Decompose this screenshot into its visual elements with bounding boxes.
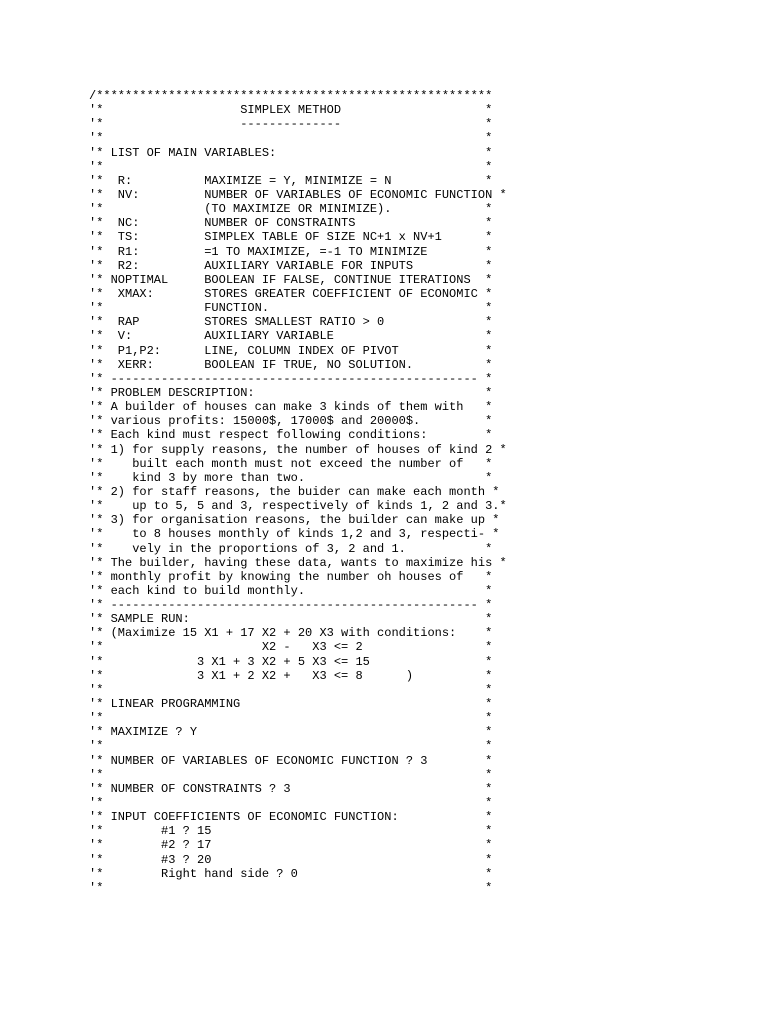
code-line: '* #3 ? 20 * xyxy=(89,852,493,867)
code-line: '* LINEAR PROGRAMMING * xyxy=(89,697,493,712)
code-line: '* 1) for supply reasons, the number of houses of kind 2 * xyxy=(89,442,507,457)
code-line: '* * xyxy=(89,739,493,754)
code-line: '* monthly profit by knowing the number oh houses of * xyxy=(89,569,493,584)
code-listing xyxy=(89,89,507,895)
code-line: '* * xyxy=(89,131,493,146)
code-line: '* MAXIMIZE ? Y * xyxy=(89,725,493,740)
code-line: '* The builder, having these data, wants to maximize his * xyxy=(89,555,507,570)
code-line: '* R: MAXIMIZE = Y, MINIMIZE = N * xyxy=(89,173,493,188)
code-line: '* XMAX: STORES GREATER COEFFICIENT OF ECONOMIC * xyxy=(89,286,493,301)
code-line: '* INPUT COEFFICIENTS OF ECONOMIC FUNCTION: * xyxy=(89,810,493,825)
code-line: '* -------------- * xyxy=(89,117,493,132)
code-line: '* PROBLEM DESCRIPTION: * xyxy=(89,385,493,400)
code-line: '* (Maximize 15 X1 + 17 X2 + 20 X3 with conditions: * xyxy=(89,626,493,641)
code-line: '* 2) for staff reasons, the buider can make each month * xyxy=(89,484,500,499)
code-line: '* A builder of houses can make 3 kinds of them with * xyxy=(89,400,493,415)
code-line: '* 3) for organisation reasons, the builder can make up * xyxy=(89,513,500,528)
code-line: '* various profits: 15000$, 17000$ and 20000$. * xyxy=(89,414,493,429)
code-line: '* to 8 houses monthly of kinds 1,2 and 3, respecti- * xyxy=(89,527,500,542)
code-line: '* #1 ? 15 * xyxy=(89,824,493,839)
code-line: '* * xyxy=(89,880,493,895)
code-line: '* --------------------------------------------------- * xyxy=(89,598,493,613)
code-line: '* * xyxy=(89,796,493,811)
code-line: '* SAMPLE RUN: * xyxy=(89,612,493,627)
code-line: '* --------------------------------------------------- * xyxy=(89,371,493,386)
code-line: '* R2: AUXILIARY VARIABLE FOR INPUTS * xyxy=(89,258,493,273)
code-line: '* built each month must not exceed the number of * xyxy=(89,456,493,471)
code-line: '* LIST OF MAIN VARIABLES: * xyxy=(89,145,493,160)
code-line: '* * xyxy=(89,682,493,697)
code-line: '* NV: NUMBER OF VARIABLES OF ECONOMIC FUNCTION * xyxy=(89,187,507,202)
code-line: '* SIMPLEX METHOD * xyxy=(89,103,493,118)
code-line: '* up to 5, 5 and 3, respectively of kinds 1, 2 and 3.* xyxy=(89,499,507,514)
code-line: '* P1,P2: LINE, COLUMN INDEX OF PIVOT * xyxy=(89,343,493,358)
code-line: '* R1: =1 TO MAXIMIZE, =-1 TO MINIMIZE * xyxy=(89,244,493,259)
code-line: '* V: AUXILIARY VARIABLE * xyxy=(89,329,493,344)
code-line: '* XERR: BOOLEAN IF TRUE, NO SOLUTION. * xyxy=(89,357,493,372)
code-line: '* NC: NUMBER OF CONSTRAINTS * xyxy=(89,216,493,231)
code-line: '* * xyxy=(89,711,493,726)
code-line: '* NOPTIMAL BOOLEAN IF FALSE, CONTINUE ITERATIONS * xyxy=(89,272,493,287)
code-line: '* * xyxy=(89,767,493,782)
code-line: '* (TO MAXIMIZE OR MINIMIZE). * xyxy=(89,202,493,217)
code-line: '* X2 - X3 <= 2 * xyxy=(89,640,493,655)
code-line: '* Each kind must respect following conditions: * xyxy=(89,428,493,443)
code-line: '* NUMBER OF VARIABLES OF ECONOMIC FUNCTION ? 3 * xyxy=(89,753,493,768)
code-line: '* RAP STORES SMALLEST RATIO > 0 * xyxy=(89,315,493,330)
code-line: '* vely in the proportions of 3, 2 and 1. * xyxy=(89,541,493,556)
code-line: '* * xyxy=(89,159,493,174)
code-line: '* TS: SIMPLEX TABLE OF SIZE NC+1 x NV+1 * xyxy=(89,230,493,245)
code-line: '* kind 3 by more than two. * xyxy=(89,470,493,485)
code-line: '* 3 X1 + 3 X2 + 5 X3 <= 15 * xyxy=(89,654,493,669)
code-line: '* NUMBER OF CONSTRAINTS ? 3 * xyxy=(89,781,493,796)
code-line: '* FUNCTION. * xyxy=(89,301,493,316)
code-line: '* Right hand side ? 0 * xyxy=(89,866,493,881)
code-line: '* each kind to build monthly. * xyxy=(89,583,493,598)
code-line: '* #2 ? 17 * xyxy=(89,838,493,853)
code-line: '* 3 X1 + 2 X2 + X3 <= 8 ) * xyxy=(89,668,493,683)
code-line: /******************************************************* xyxy=(89,89,493,103)
